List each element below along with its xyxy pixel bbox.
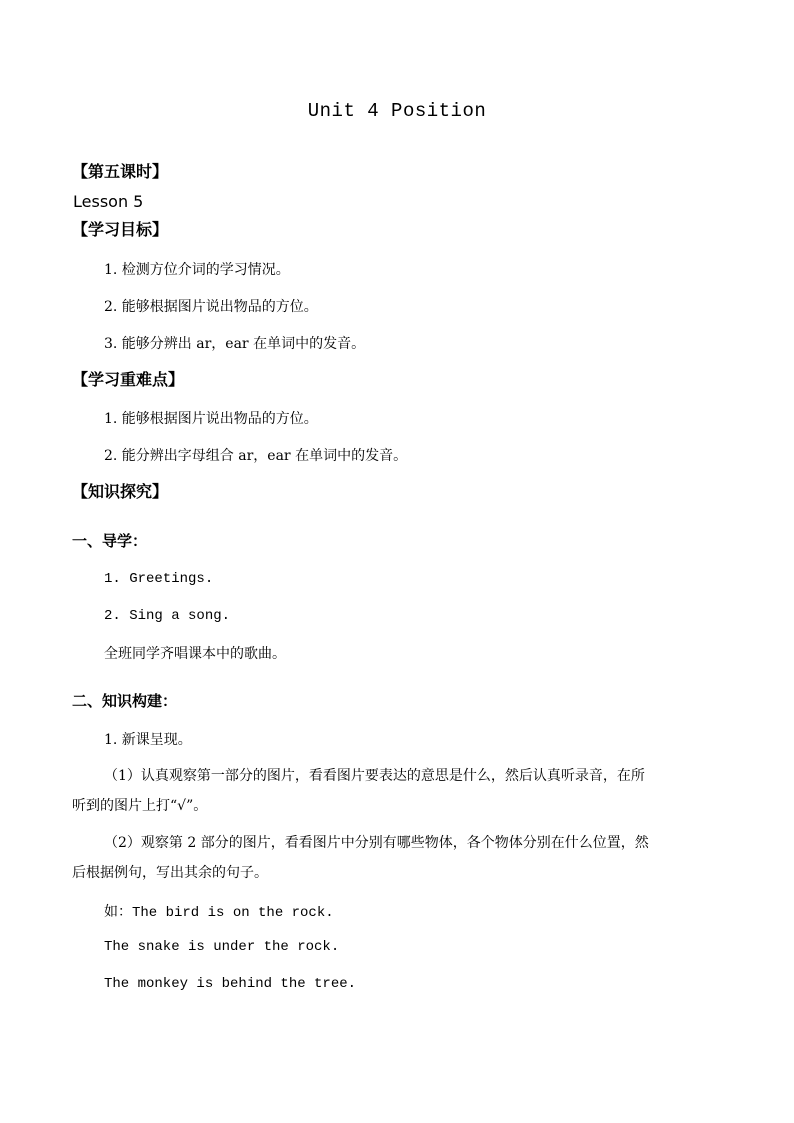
example-sentence: The snake is under the rock.	[104, 939, 340, 955]
objective-item: 3. 能够分辨出 ar，ear 在单词中的发音。	[104, 336, 366, 352]
construct-paragraph-1-cont: 听到的图片上打“√”。	[72, 798, 208, 814]
objective-item: 1. 检测方位介词的学习情况。	[104, 262, 290, 278]
objective-item: 2. 能够根据图片说出物品的方位。	[104, 299, 318, 315]
guide-note: 全班同学齐唱课本中的歌曲。	[104, 646, 286, 662]
construct-paragraph-2: （2）观察第 2 部分的图片，看看图片中分别有哪些物体，各个物体分别在什么位置，然	[104, 835, 649, 851]
example-sentence: The monkey is behind the tree.	[104, 976, 357, 992]
explore-heading: 【知识探究】	[72, 482, 169, 501]
construct-paragraph-1: （1）认真观察第一部分的图片，看看图片要表达的意思是什么，然后认真听录音，在所	[104, 768, 645, 784]
construct-item: 1. 新课呈现。	[104, 732, 192, 748]
example-sentence: The bird is on the rock.	[132, 905, 334, 921]
guide-item: 2. Sing a song.	[104, 608, 231, 624]
page-title: Unit 4 Position	[307, 100, 487, 122]
key-point-item: 1. 能够根据图片说出物品的方位。	[104, 411, 318, 427]
guide-heading: 一、导学：	[72, 532, 148, 550]
key-point-item: 2. 能分辨出字母组合 ar，ear 在单词中的发音。	[104, 448, 408, 464]
objectives-heading: 【学习目标】	[72, 220, 169, 239]
example-prefix: 如：	[104, 904, 132, 920]
section-period-heading: 【第五课时】	[72, 162, 169, 181]
example-line	[104, 903, 334, 920]
construct-paragraph-2-cont: 后根据例句，写出其余的句子。	[72, 865, 268, 881]
guide-item: 1. Greetings.	[104, 571, 214, 587]
key-points-heading: 【学习重难点】	[72, 370, 185, 389]
lesson-label: Lesson 5	[73, 192, 144, 211]
construct-heading: 二、知识构建：	[72, 692, 178, 710]
